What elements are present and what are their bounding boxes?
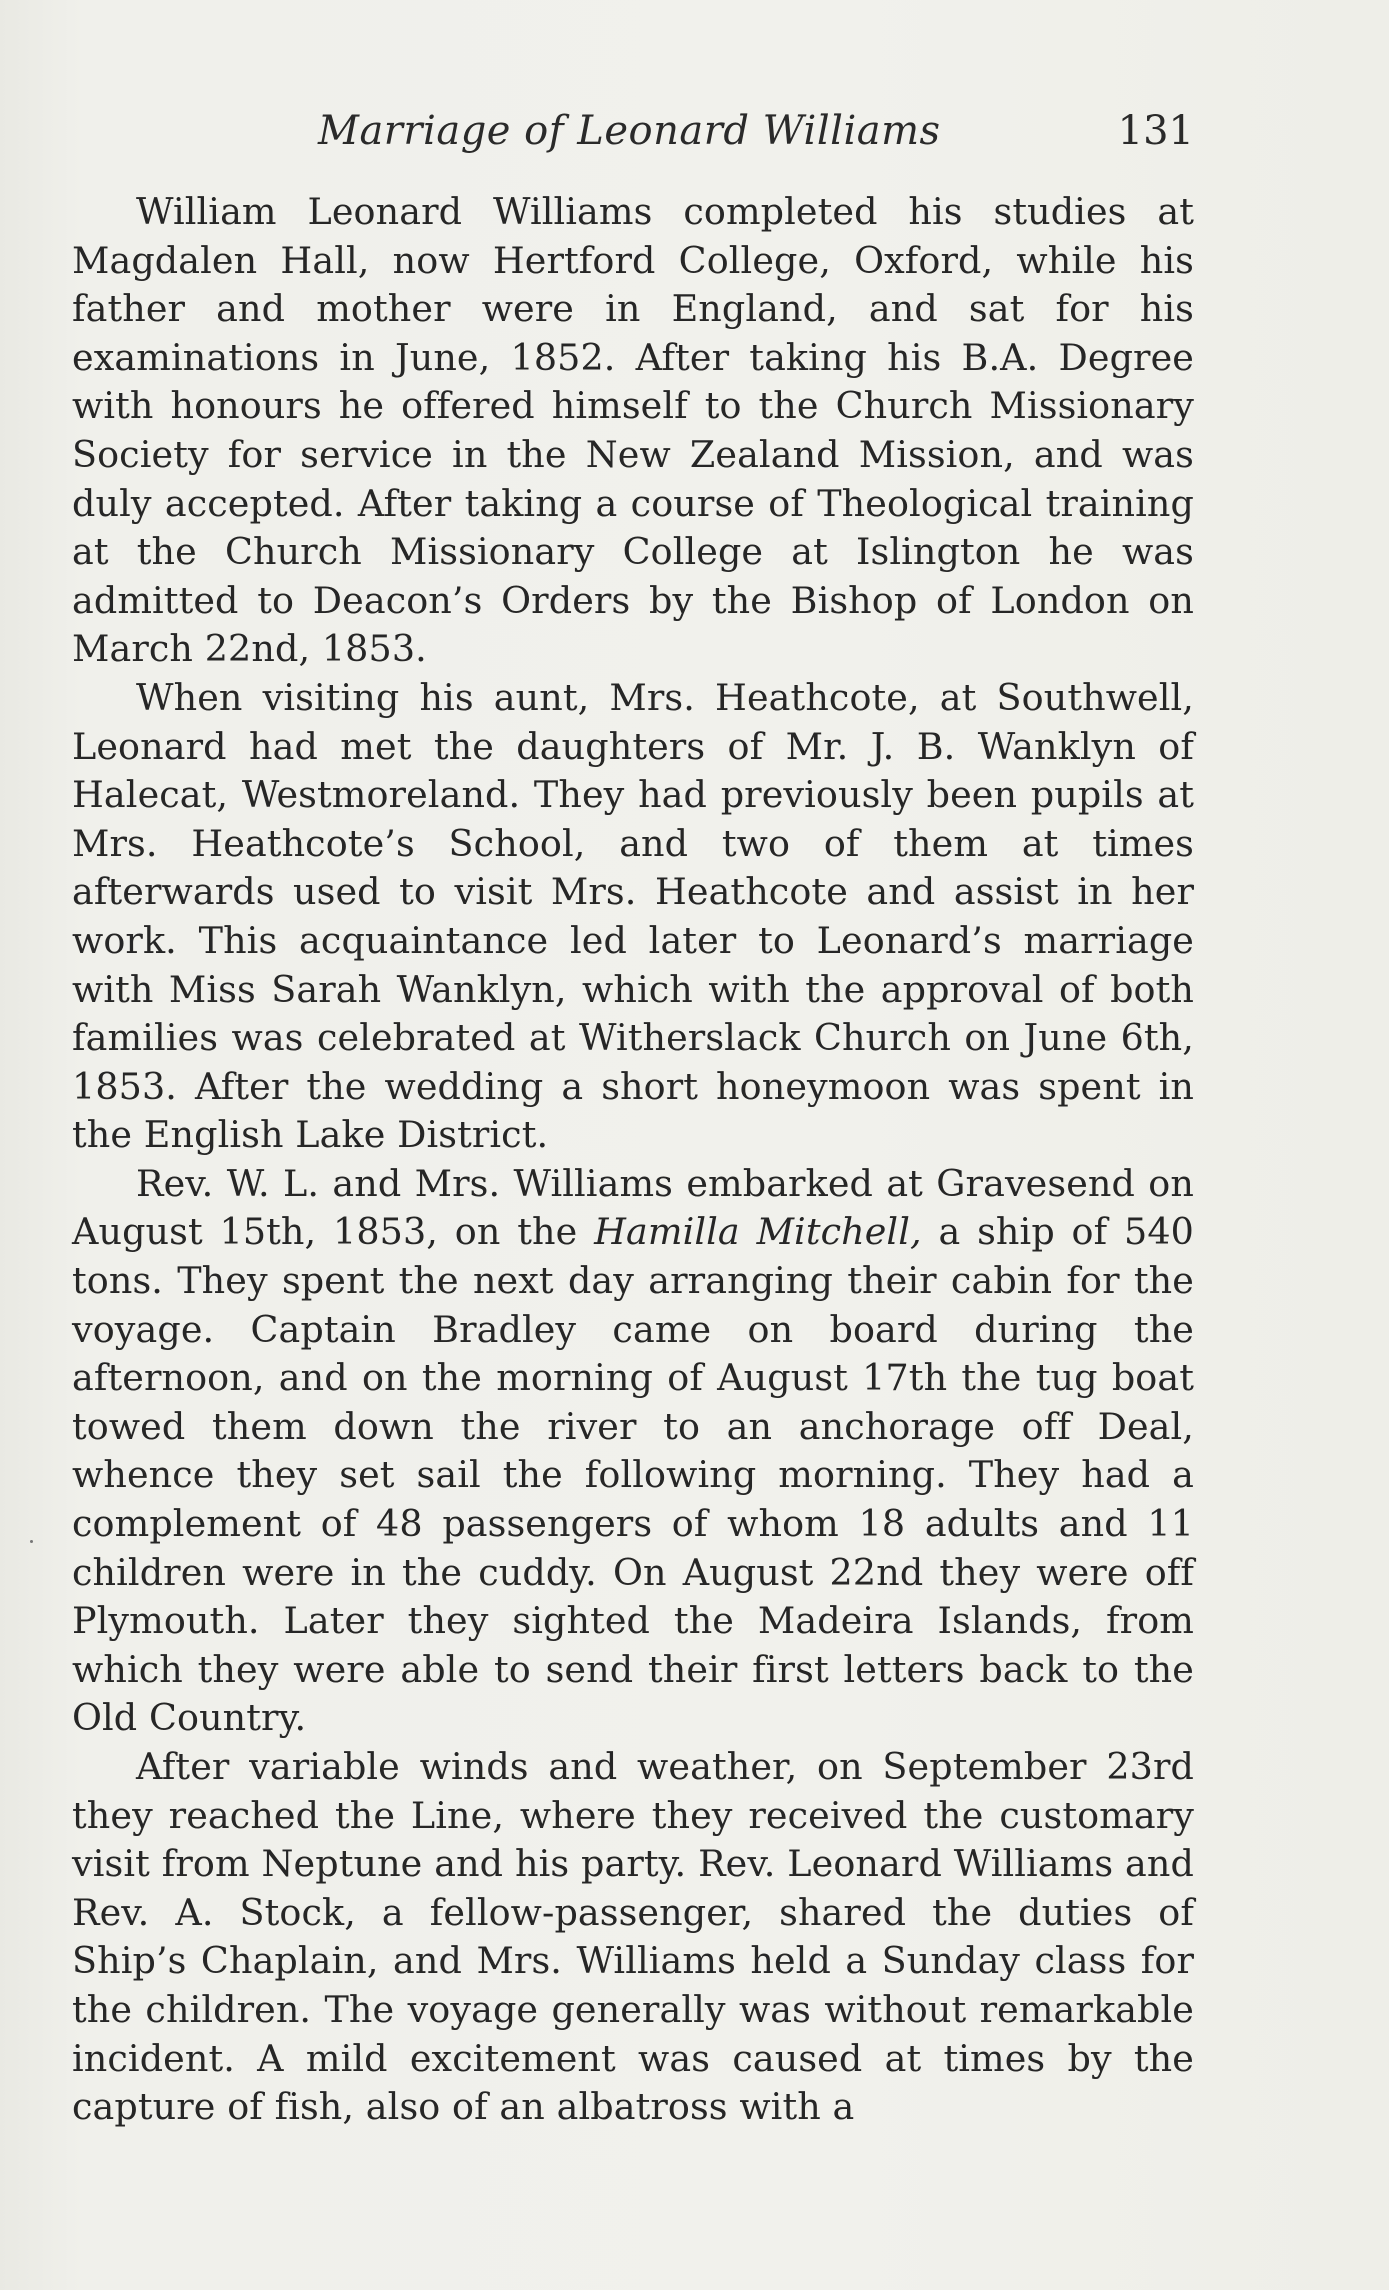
paragraph-studies: William Leonard Williams completed his studies at Magdalen Hall, now Hertford College, Oxford, while his father and mother were in England, and sat for his examinations in June, 1852. After taking his B.A. Degree with honours he offered himself to the Church Missionary Society for service in the New Zealand Mission, and was duly accepted. After taking a course of Theological training at the Church Missionary College at Islington he was admitted to Deacon’s Orders by the Bishop of London on March 22nd, 1853. (72, 190, 1194, 671)
paragraph-voyage: After variable winds and weather, on September 23rd they reached the Line, where they received the customary visit from Neptune and his party. Rev. Leonard Williams and Rev. A. Stock, a fellow-passenger, shared the duties of Ship’s Chaplain, and Mrs. Williams held a Sunday class for the children. The voyage generally was without remarkable incident. A mild excitement was caused at times by the capture of fish, also of an albatross with a (72, 1745, 1194, 2129)
paper-speck (30, 1540, 33, 1543)
paragraph-marriage: When visiting his aunt, Mrs. Heathcote, at Southwell, Leonard had met the daughters of Mr. J. B. Wanklyn of Halecat, Westmoreland. They had previously been pupils at Mrs. Heathcote’s School, and two of them at times afterwards used to visit Mrs. Heathcote and assist in her work. This acquaintance led later to Leonard’s marriage with Miss Sarah Wanklyn, which with the approval of both families was celebrated at Witherslack Church on June 6th, 1853. After the wedding a short honeymoon was spent in the English Lake District. (72, 675, 1194, 1157)
embarkation-text-end: a ship of 540 tons. They spent the next day arranging their cabin for the voyage. Captain Bradley came on board during the afternoon, and on the morning of August 17th the tug boat towed them down the river to an anchorage off Deal, whence they set sail the following morning. They had a complement of 48 passengers of whom 18 adults and 11 children were in the cuddy. On August 22nd they were off Plymouth. Later they sighted the Madeira Islands, from which they were able to send their first letters back to the Old Country. (72, 1210, 1194, 1740)
page-number: 131 (1117, 108, 1194, 154)
embarkation-text-start: Rev. W. L. and Mrs. Williams embarked at Gravesend on August 15th, 1853, on the (72, 1161, 1194, 1254)
running-title: Marriage of Leonard Williams (318, 108, 941, 154)
page-header (72, 108, 1194, 166)
paragraph-embarkation (72, 1160, 1194, 1743)
body-text (72, 188, 1194, 2132)
ship-name: Hamilla Mitchell, (594, 1210, 922, 1254)
